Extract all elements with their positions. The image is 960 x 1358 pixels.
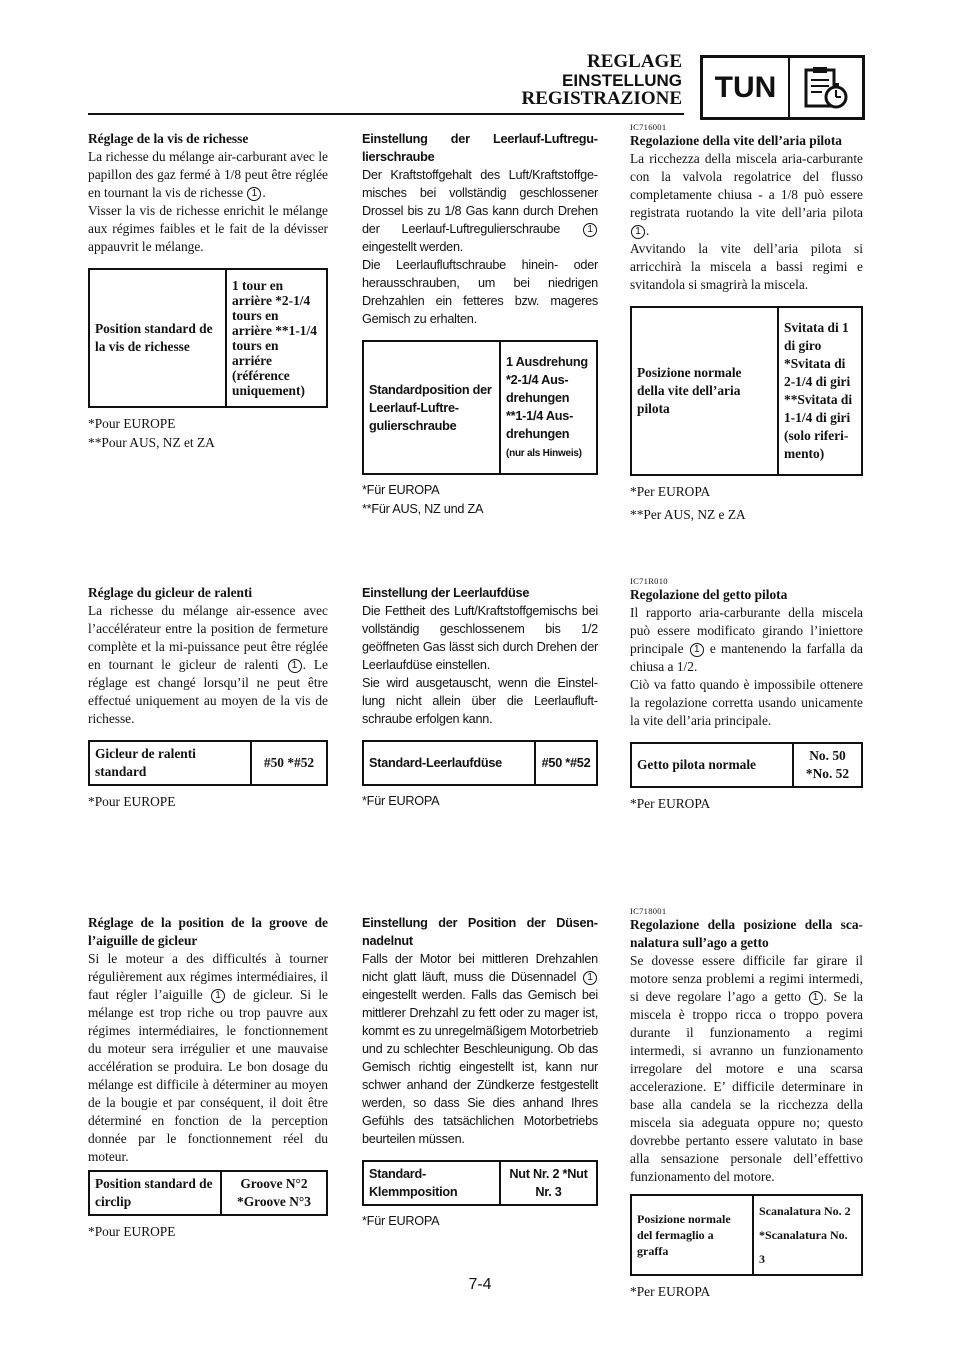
s3-de-spec-table [362, 1160, 598, 1206]
s1-fr-body2: Visser la vis de richesse enrichit le mélange aux régimes faibles et le fait de la dévisser appauvrit le mélange. [88, 203, 328, 254]
callout-1: 1 [211, 989, 225, 1003]
spec-label: Posizione normale del fermaglio a graffa [631, 1195, 753, 1275]
s2-it [630, 576, 863, 813]
s3-fr [88, 914, 328, 1241]
s2-fr-body1: La richesse du mélange air-essence avec l’accélérateur entre la position de fermeture complète et la mi-puissance peut être réglée en tournant le gicleur de ralenti 1 . Le réglage est changé lorsqu’il ne peut être effectué uniquement au moyen de la vis de richesse. [88, 603, 328, 726]
s2-fr-title: Réglage du gicleur de ralenti [88, 585, 253, 600]
footnote: **Pour AUS, NZ et ZA [88, 435, 215, 450]
callout-1: 1 [583, 223, 597, 237]
spec-value: Scanalatura No. 2 *Scanalatura No. 3 [753, 1195, 862, 1275]
tun-label: TUN [703, 58, 790, 117]
spec-label: Getto pilota normale [631, 743, 793, 787]
s2-de-title: Einstellung der Leerlaufdüse [362, 586, 530, 600]
s2-de-spec-table [362, 740, 598, 786]
spec-value: 1 Ausdrehung *2-1/4 Ausdrehungen **1-1/4 Ausdrehungen (nur als Hinweis) [500, 341, 597, 474]
s1-fr-title: Réglage de la vis de richesse [88, 131, 249, 146]
spec-value: 1 tour en arrière *2-1/4 tours en arrière **1-1/4 tours en arriére (référence uniquement) [226, 269, 327, 407]
s1-it-body1: La ricchezza della miscela aria-carburante con la valvola regolatrice del flusso completamente chiusa - a 1/8 può essere registrata ruotando la vite dell’aria pilota 1 . [630, 151, 863, 238]
s2-it-body2: Ciò va fatto quando è impossibile ottenere la regolazione corretta usando unicamente la vite dell’aria principale. [630, 677, 863, 728]
s2-it-spec-table [630, 742, 863, 788]
s1-de-body1: Der Kraftstoffgehalt des Luft/Kraftstoffgemisches bei vollständig geschlossener Drossel bis zu 1/8 Gas kann durch Drehen der Leerlauf-Luftregulierschraube 1 eingestellt werden. [362, 168, 598, 254]
s1-fr [88, 130, 328, 452]
s1-fr-body1: La richesse du mélange air-carburant avec le papillon des gaz fermé à 1/8 peut être réglée en tournant la vis de richesse 1 . [88, 149, 328, 200]
spec-label: Posizione normale della vite dell’aria pilota [631, 307, 778, 475]
s2-de [362, 584, 598, 811]
footnote: *Für EUROPA [362, 1214, 440, 1228]
spec-label: Gicleur de ralenti standard [89, 741, 251, 785]
spec-label: Position standard de circlip [89, 1171, 221, 1215]
callout-1: 1 [631, 225, 645, 239]
s2-fr-spec-table [88, 740, 328, 786]
s1-de-spec-table [362, 340, 598, 475]
footnote: **Für AUS, NZ und ZA [362, 502, 484, 516]
header-rule [88, 113, 684, 115]
s3-de [362, 914, 598, 1231]
s3-it-title: Regolazione della posizione della scanalatura sull’ago a getto [630, 917, 863, 950]
footnote: *Für EUROPA [362, 483, 440, 497]
s2-it-body1: Il rapporto aria-carburante della miscela può essere modificato girando l’iniettore principale 1 e mantenendo la farfalla da chiusa a 1/2. [630, 605, 863, 674]
s1-de-title: Einstellung der Leerlauf-Luftregulierschraube [362, 132, 598, 164]
spec-value: #50 *#52 [251, 741, 327, 785]
s2-de-body1: Die Fettheit des Luft/Kraftstoffgemischs bei vollständig geschlossenem bis 1/2 geöffneten Gas lässt sich durch Drehen der Leerlaufdüse einstellen. [362, 604, 598, 672]
footnote: *Per EUROPA [630, 484, 711, 499]
footnote: *Pour EUROPE [88, 1224, 176, 1239]
doc-code: IC71R010 [630, 576, 668, 586]
s3-fr-title: Réglage de la position de la groove de l’aiguille de gicleur [88, 915, 328, 948]
footnote: *Für EUROPA [362, 794, 440, 808]
callout-1: 1 [583, 971, 597, 985]
s3-it-spec-table [630, 1194, 863, 1276]
spec-label: Standardposition der Leerlauf-Luftregulierschraube [363, 341, 500, 474]
clipboard-stopwatch-icon [790, 58, 862, 117]
footnote: *Pour EUROPE [88, 416, 176, 431]
footnote: **Per AUS, NZ e ZA [630, 507, 746, 522]
s3-fr-spec-table [88, 1170, 328, 1216]
spec-label: Position standard de la vis de richesse [89, 269, 226, 407]
s3-it [630, 906, 863, 1301]
s2-fr [88, 584, 328, 811]
s3-fr-body1: Si le moteur a des difficultés à tourner régulièrement aux régimes intermédiaires, il faut régler l’aiguille 1 de gicleur. Si le mélange est trop riche ou trop pauvre aux régimes intermédiaires, le fonctionnement du moteur sera irrégulier et une mauvaise accélération se produira. Le bon dosage du mélange est difficile à déterminer au moyen de la bougie et par conséquent, il doit être déterminé en fonction de la perception donnée par le fonctionnement réel du moteur. [88, 951, 328, 1164]
spec-value: Groove N°2 *Groove N°3 [221, 1171, 327, 1215]
s1-de [362, 130, 598, 519]
s3-de-title: Einstellung der Position der Düsennadelnut [362, 916, 598, 948]
s1-it-spec-table [630, 306, 863, 476]
tun-badge [700, 55, 865, 120]
section-title-de: EINSTELLUNG [562, 71, 682, 90]
footnote: *Pour EUROPE [88, 794, 176, 809]
doc-code: IC718001 [630, 906, 667, 916]
s3-de-body1: Falls der Motor bei mittleren Drehzahlen nicht glatt läuft, muss die Düsennadel 1 eingestellt werden. Falls das Gemisch bei mittlerer Drehzahl zu fett oder zu mager ist, kommt es zu unregelmäßigem Motorbetrieb und zu schlechter Beschleunigung. Ob das Gemisch richtig eingestellt ist, kann nur schwer anhand der Zündkerze festgestellt werden, so dass Sie dies anhand Ihres Gefühls des tatsächlichen Motorbetriebs beurteilen müssen. [362, 952, 598, 1146]
callout-1: 1 [690, 643, 704, 657]
spec-label: Standard-Klemmposition [363, 1161, 500, 1205]
spec-value: #50 *#52 [535, 741, 597, 785]
callout-1: 1 [809, 991, 823, 1005]
footnote: *Per EUROPA [630, 796, 711, 811]
s1-de-body2: Die Leerlaufluftschraube hinein- oder herausschrauben, um bei niedrigen Drehzahlen ein fetteres bzw. mageres Gemisch zu erhalten. [362, 258, 598, 326]
spec-label: Standard-Leerlaufdüse [363, 741, 535, 785]
s1-it [630, 122, 863, 524]
spec-value: Nut Nr. 2 *Nut Nr. 3 [500, 1161, 597, 1205]
page-number: 7-4 [468, 1276, 492, 1293]
section-title-it: REGISTRAZIONE [521, 88, 682, 109]
callout-1: 1 [288, 659, 302, 673]
s2-it-title: Regolazione del getto pilota [630, 587, 788, 602]
section-title-fr: REGLAGE [586, 51, 682, 72]
spec-value: No. 50 *No. 52 [793, 743, 862, 787]
s1-fr-spec-table [88, 268, 328, 408]
spec-value: Svitata di 1 di giro *Svitata di 2-1/4 di giri **Svitata di 1-1/4 di giri (solo riferimento) [778, 307, 862, 475]
callout-1: 1 [247, 187, 261, 201]
s2-de-body2: Sie wird ausgetauscht, wenn die Einstellung nicht allein über die Leerlaufluftschraube erfolgen kann. [362, 676, 598, 726]
footnote: *Per EUROPA [630, 1284, 711, 1299]
s1-it-body2: Avvitando la vite dell’aria pilota si arricchirà la miscela a bassi regimi e svitandola si smagrirà la miscela. [630, 241, 863, 292]
doc-code: IC716001 [630, 122, 667, 132]
s3-it-body1: Se dovesse essere difficile far girare il motore senza problemi a regimi intermedi, si deve regolare l’ago a getto 1 . Se la miscela è troppo ricca o troppo povera durante il funzionamento a regimi intermedi, si avranno un funzionamento irregolare del motore e una scarsa accelerazione. E’ difficile determinare in base alla candela se la ricchezza della miscela sia adeguata oppure no; questo dovrebbe pertanto essere valutato in base alla sensazione personale dell’effettivo funzionamento del motore. [630, 953, 863, 1184]
s1-it-title: Regolazione della vite dell’aria pilota [630, 133, 842, 148]
